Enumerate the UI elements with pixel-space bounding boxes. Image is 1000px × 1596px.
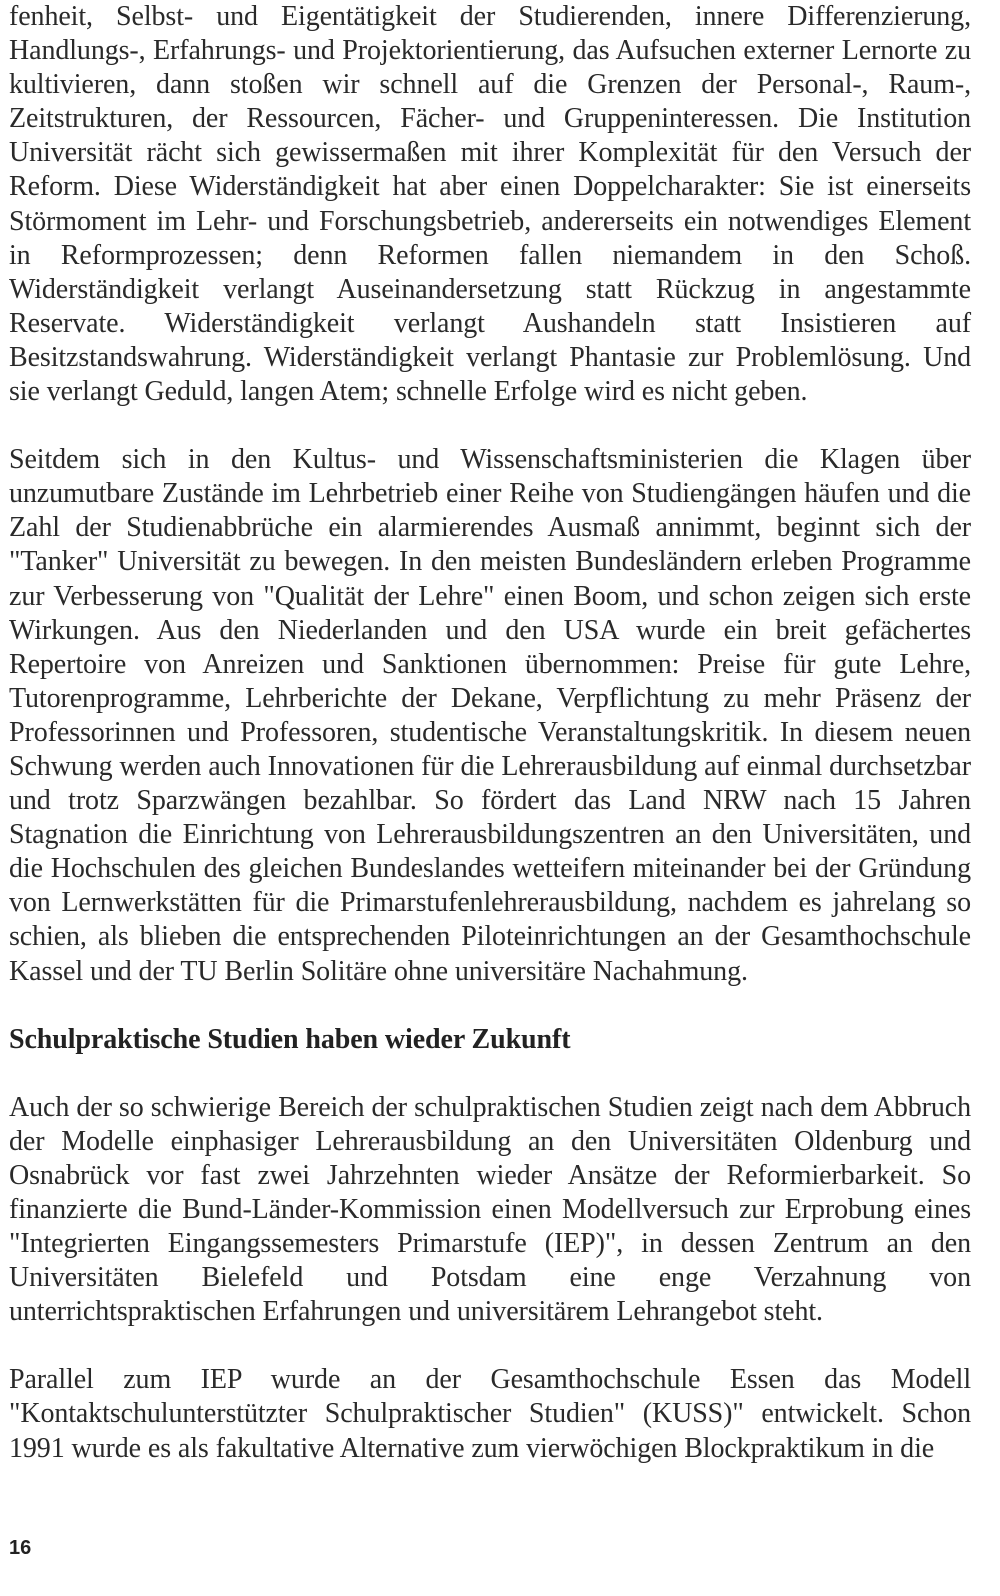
paragraph-1: fenheit, Selbst- und Eigentätigkeit der Studierenden, innere Differenzierung, Handlungs-, Erfahrungs- und Projektorientierung, das Aufsuchen externer Lernorte zu kultivieren, dann stoßen wir schnell auf die Grenzen der Personal-, Raum-, Zeitstrukturen, der Ressourcen, Fächer- und Gruppeninteressen. Die Institution Universität rächt sich gewissermaßen mit ihrer Komplexität für den Versuch der Reform. Diese Widerständigkeit hat aber einen Doppelcharakter: Sie ist einerseits Störmoment im Lehr- und Forschungsbetrieb, andererseits ein notwendiges Element in Reformprozessen; denn Reformen fallen niemandem in den Schoß. Widerständigkeit verlangt Auseinandersetzung statt Rückzug in angestammte Reservate. Widerständigkeit verlangt Aushandeln statt Insistieren auf Besitzstandswahrung. Widerständigkeit verlangt Phantasie zur Problemlösung. Und sie verlangt Geduld, langen Atem; schnelle Erfolge wird es nicht geben.	[9, 1, 971, 408]
section-heading: Schulpraktische Studien haben wieder Zukunft	[9, 1023, 571, 1055]
paragraph-2: Seitdem sich in den Kultus- und Wissenschaftsministerien die Klagen über unzumutbare Zustände im Lehrbetrieb einer Reihe von Studiengängen häufen und die Zahl der Studienabbrüche ein alarmierendes Ausmaß annimmt, beginnt sich der "Tanker" Universität zu bewegen. In den meisten Bundesländern erleben Programme zur Verbesserung von "Qualität der Lehre" einen Boom, und schon zeigen sich erste Wirkungen. Aus den Niederlanden und den USA wurde ein breit gefächertes Repertoire von Anreizen und Sanktionen übernommen: Preise für gute Lehre, Tutorenprogramme, Lehrberichte der Dekane, Verpflichtung zu mehr Präsenz der Professorinnen und Professoren, studentische Veranstaltungskritik. In diesem neuen Schwung werden auch Innovationen für die Lehrerausbildung auf einmal durchsetzbar und trotz Sparzwängen bezahlbar. So fördert das Land NRW nach 15 Jahren Stagnation die Einrichtung von Lehrerausbildungszentren an den Universitäten, und die Hochschulen des gleichen Bundeslandes wetteifern miteinander bei der Gründung von Lernwerkstätten für die Primarstufenlehrerausbildung, nachdem es jahrelang so schien, als blieben die entsprechenden Piloteinrichtungen an der Gesamthochschule Kassel und der TU Berlin Solitäre ohne universitäre Nachahmung.	[9, 444, 971, 987]
paragraph-3: Auch der so schwierige Bereich der schulpraktischen Studien zeigt nach dem Abbruch der Modelle einphasiger Lehrerausbildung an den Universitäten Oldenburg und Osnabrück vor fast zwei Jahrzehnten wieder Ansätze der Reformierbarkeit. So finanzierte die Bund-Länder-Kommission einen Modellversuch zur Erprobung eines "Integrierten Eingangssemesters Primarstufe (IEP)", in dessen Zentrum an den Universitäten Bielefeld und Potsdam eine enge Verzahnung von unterrichtspraktischen Erfahrungen und universitärem Lehrangebot steht.	[9, 1091, 971, 1328]
page-number: 16	[9, 1537, 32, 1559]
document-page	[9, 0, 971, 1500]
paragraph-4: Parallel zum IEP wurde an der Gesamthochschule Essen das Modell "Kontaktschulunterstützter Schulpraktischer Studien" (KUSS)" entwickelt. Schon 1991 wurde es als fakultative Alternative zum vierwöchigen Blockpraktikum in die	[9, 1364, 971, 1464]
